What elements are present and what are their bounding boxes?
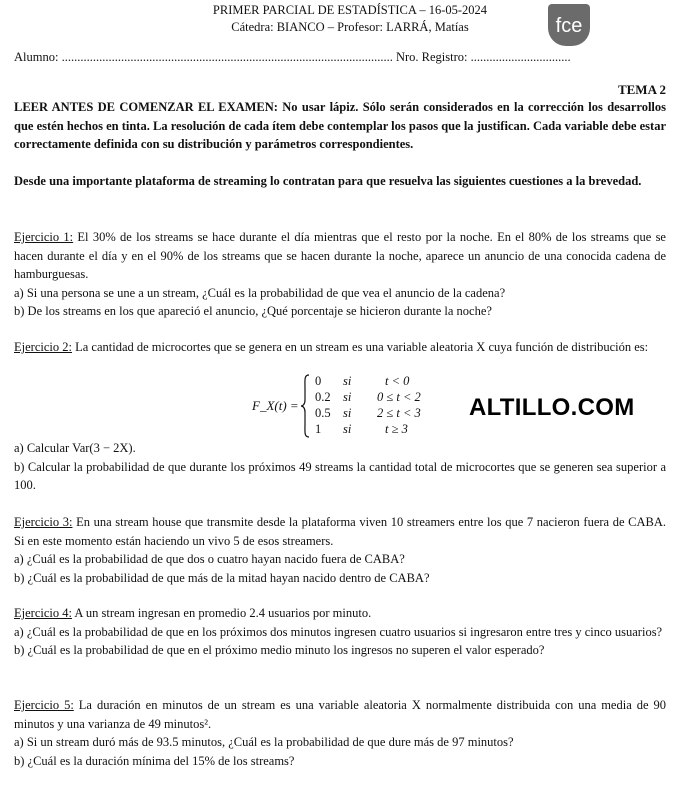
cdf-case: 0 si t < 0 bbox=[315, 374, 410, 388]
cdf-case: 0.5 si 2 ≤ t < 3 bbox=[315, 406, 421, 420]
instructions-lead: LEER ANTES DE COMENZAR EL EXAMEN: bbox=[14, 100, 278, 114]
exercise-5-label: Ejercicio 5: bbox=[14, 698, 74, 712]
exercise-4-text: A un stream ingresan en promedio 2.4 usuarios por minuto. bbox=[71, 606, 372, 620]
logo-text: fce bbox=[555, 15, 583, 37]
instructions bbox=[14, 98, 666, 154]
exercise-3-text: En una stream house que transmite desde la plataforma viven 10 streamers entre los que 7 nacieron fuera de CABA. Si en este momento están haciendo un vivo 5 de esos streamers. bbox=[14, 515, 666, 548]
cdf-formula bbox=[252, 374, 452, 440]
exercise-3-label: Ejercicio 3: bbox=[14, 515, 73, 529]
exercise-1 bbox=[14, 228, 666, 321]
cdf-case: 1 si t ≥ 3 bbox=[315, 422, 408, 436]
exercise-5-a: a) Si un stream duró más de 93.5 minutos, ¿Cuál es la probabilidad de que dure más de 97 minutos? bbox=[14, 735, 514, 749]
exercise-1-a: a) Si una persona se une a un stream, ¿Cuál es la probabilidad de que vea el anuncio de la cadena? bbox=[14, 285, 506, 300]
exercise-5-text: La duración en minutos de un stream es una variable aleatoria X normalmente distribuida con una media de 90 minutos y una varianza de 49 minutos². bbox=[14, 698, 666, 731]
cdf-lhs: F_X(t) = bbox=[252, 398, 299, 413]
exercise-1-b: b) De los streams en los que apareció el anuncio, ¿Qué porcentaje se hicieron durante la noche? bbox=[14, 304, 492, 318]
exam-subtitle: Cátedra: BIANCO – Profesor: LARRÁ, Matías bbox=[231, 20, 469, 34]
exercise-4-b: b) ¿Cuál es la probabilidad de que en el próximo medio minuto los ingresos no superen el valor esperado? bbox=[14, 643, 545, 657]
exercise-1-text: El 30% de los streams se hace durante el día mientras que el resto por la noche. En el 80% de los streams que se hacen durante el día y en el 90% de los streams que se hacen durante la noche, aparece un anuncio de una conocida cadena de hamburguesas. bbox=[14, 230, 666, 281]
left-brace-icon bbox=[300, 374, 310, 438]
exercise-5 bbox=[14, 696, 666, 770]
exercise-3-b: b) ¿Cuál es la probabilidad de que más de la mitad hayan nacido dentro de CABA? bbox=[14, 570, 430, 585]
watermark: ALTILLO.COM bbox=[469, 394, 635, 421]
exercise-2-b: b) Calcular la probabilidad de que durante los próximos 49 streams la cantidad total de microcortes que se generen sea superior a 100. bbox=[14, 459, 666, 492]
intro: Desde una importante plataforma de streaming lo contratan para que resuelva las siguientes cuestiones a la brevedad. bbox=[14, 174, 642, 188]
instructions-text: No usar lápiz. Sólo serán considerados en la corrección los desarrollos que estén hechos en tinta. La resolución de cada ítem debe contemplar los pasos que la justifican. Cada variable debe estar correctamente definida con su distribución y parámetros correspondientes. bbox=[14, 100, 667, 151]
exercise-2-label: Ejercicio 2: bbox=[14, 340, 72, 354]
exercise-4 bbox=[14, 604, 666, 660]
student-fields-line: Alumno: .......................................................................................................... Nro. Registro: ................................ bbox=[14, 50, 571, 64]
exercise-2-questions bbox=[14, 439, 666, 495]
exercise-2-a: a) Calcular Var(3 − 2X). bbox=[14, 441, 136, 455]
faculty-logo bbox=[548, 4, 590, 46]
tema-label: TEMA 2 bbox=[617, 82, 666, 97]
exercise-4-label: Ejercicio 4: bbox=[14, 606, 72, 620]
exercise-2 bbox=[14, 338, 666, 357]
exercise-3-a: a) ¿Cuál es la probabilidad de que dos o cuatro hayan nacido fuera de CABA? bbox=[14, 552, 405, 566]
cdf-case: 0.2 si 0 ≤ t < 2 bbox=[315, 390, 421, 404]
exercise-4-a: a) ¿Cuál es la probabilidad de que en los próximos dos minutos ingresen cuatro usuarios si ingresaron entre tres y cinco usuarios? bbox=[14, 624, 663, 639]
exercise-2-text: La cantidad de microcortes que se genera en un stream es una variable aleatoria X cuya función de distribución es: bbox=[71, 340, 649, 354]
exam-title: PRIMER PARCIAL DE ESTADÍSTICA – 16-05-2024 bbox=[212, 3, 488, 17]
exercise-3 bbox=[14, 513, 666, 587]
exercise-5-b: b) ¿Cuál es la duración mínima del 15% de los streams? bbox=[14, 753, 295, 768]
exercise-1-label: Ejercicio 1: bbox=[14, 230, 74, 244]
